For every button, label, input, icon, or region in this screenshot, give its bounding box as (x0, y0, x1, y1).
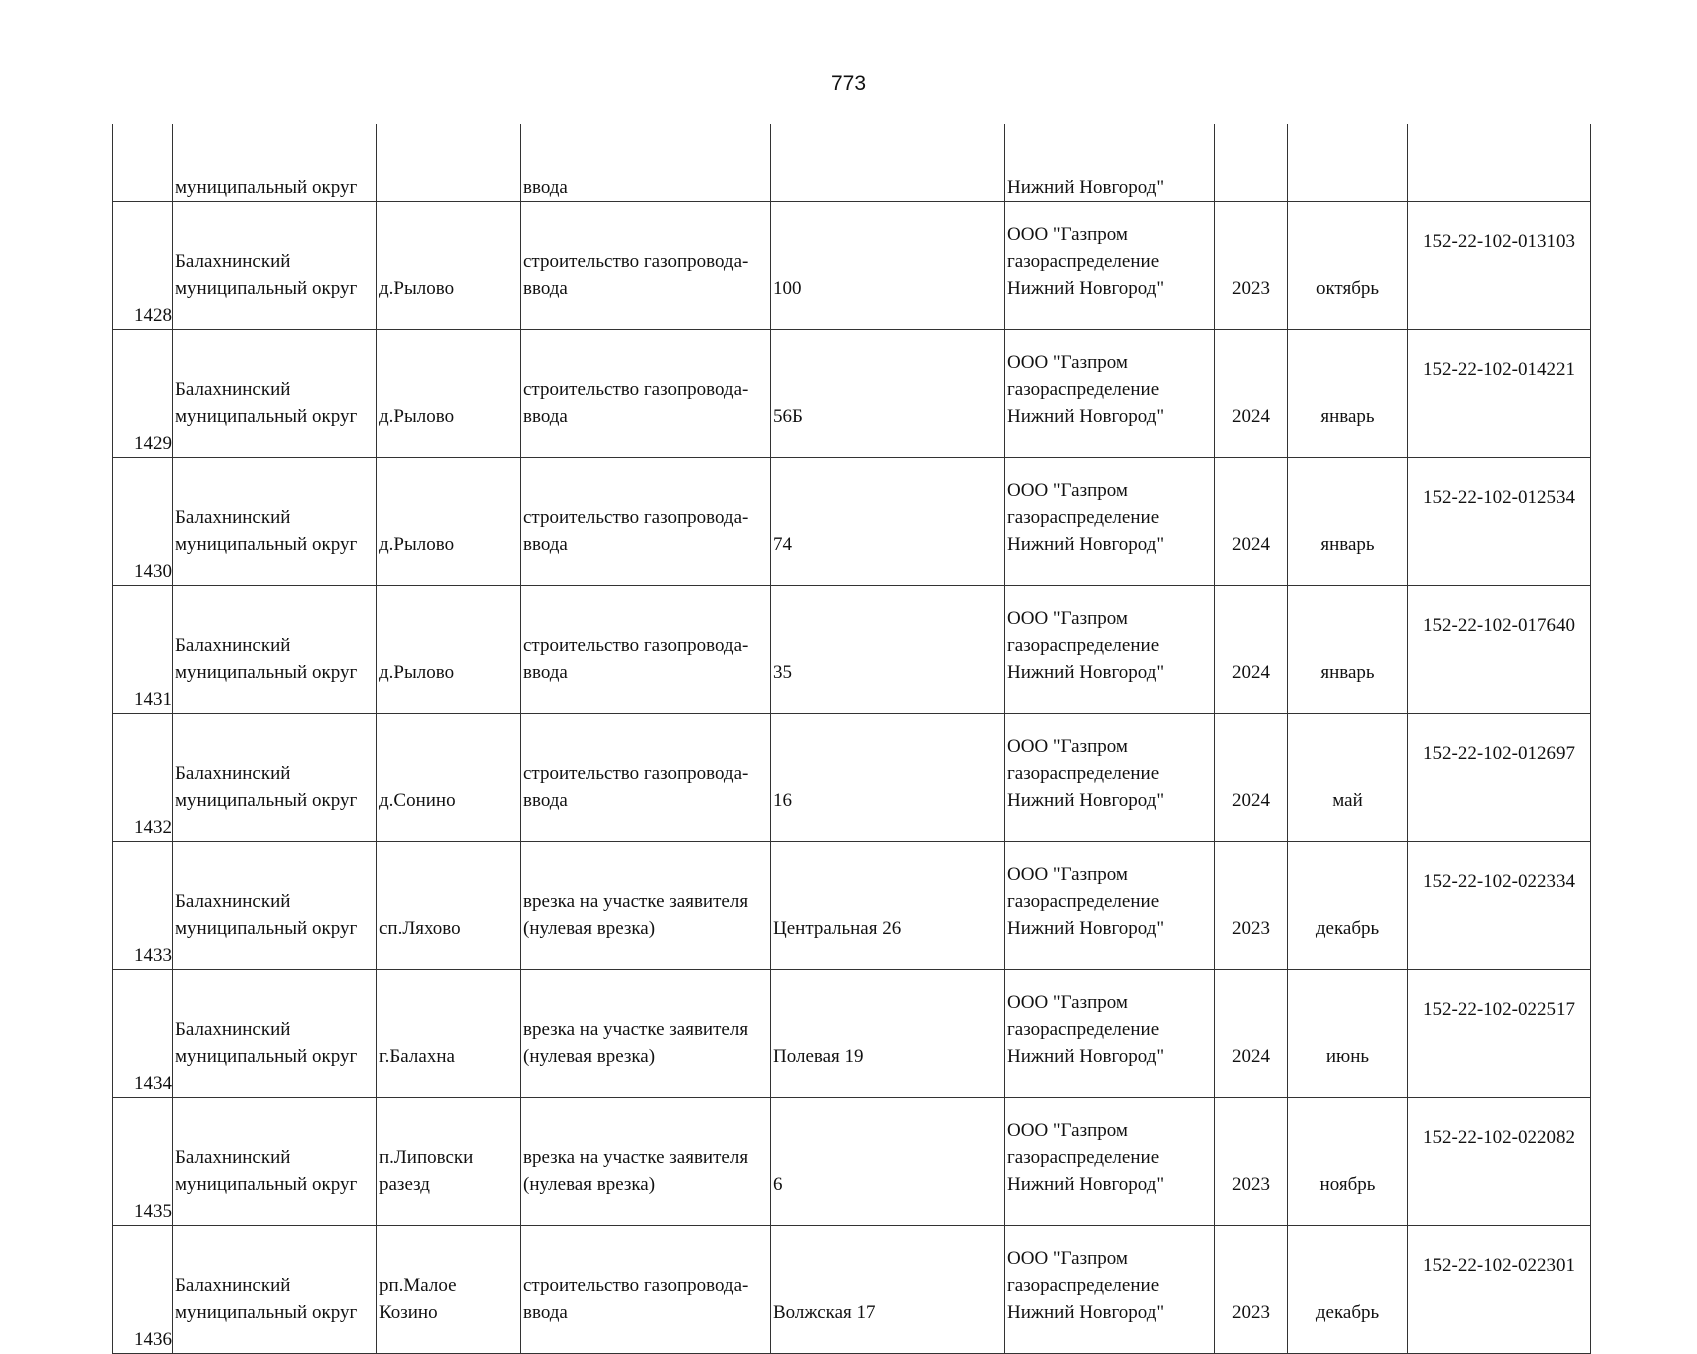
cell-organization (1005, 586, 1215, 714)
cell-settlement-line: д.Сонино (379, 790, 456, 811)
cell-month: январь (1288, 458, 1408, 586)
cell-number: 1429 (113, 330, 173, 458)
cell-organization-line: ООО "Газпром (1007, 1248, 1128, 1269)
cell-address (771, 124, 1005, 202)
cell-month: январь (1288, 330, 1408, 458)
cell-number: 1435 (113, 1098, 173, 1226)
cell-district-line: муниципальный округ (175, 406, 358, 427)
table-row (113, 1098, 1591, 1226)
cell-settlement-line: д.Рылово (379, 662, 455, 683)
cell-district-line: муниципальный округ (175, 662, 358, 683)
cell-settlement (377, 586, 521, 714)
cell-year (1215, 124, 1288, 202)
table-body (113, 124, 1591, 1354)
cell-year: 2023 (1215, 842, 1288, 970)
cell-code: 152-22-102-017640 (1408, 586, 1591, 714)
cell-work-type-line: строительство газопровода- (523, 507, 749, 528)
cell-organization-line: Нижний Новгород" (1007, 918, 1165, 939)
cell-year: 2023 (1215, 202, 1288, 330)
cell-district-line: муниципальный округ (175, 1174, 358, 1195)
cell-address: 100 (771, 202, 1005, 330)
cell-work-type-line: врезка на участке заявителя (523, 1147, 749, 1168)
cell-settlement (377, 458, 521, 586)
cell-organization: Нижний Новгород" (1005, 124, 1215, 202)
cell-organization-line: Нижний Новгород" (1007, 1302, 1165, 1323)
cell-district-line: муниципальный округ (175, 790, 358, 811)
cell-district (173, 970, 377, 1098)
cell-code: 152-22-102-013103 (1408, 202, 1591, 330)
table-row (113, 1226, 1591, 1354)
cell-year: 2024 (1215, 458, 1288, 586)
cell-district-line: Балахнинский (175, 507, 291, 528)
cell-settlement (377, 970, 521, 1098)
cell-organization-line: Нижний Новгород" (1007, 406, 1165, 427)
cell-organization-line: газораспределение (1007, 379, 1160, 400)
cell-year: 2023 (1215, 1098, 1288, 1226)
cell-organization (1005, 714, 1215, 842)
cell-number: 1428 (113, 202, 173, 330)
cell-year: 2024 (1215, 970, 1288, 1098)
cell-organization-line: Нижний Новгород" (1007, 534, 1165, 555)
cell-code: 152-22-102-022082 (1408, 1098, 1591, 1226)
cell-organization-line: Нижний Новгород" (1007, 1174, 1165, 1195)
cell-settlement-line: Козино (379, 1302, 438, 1323)
cell-organization-line: Нижний Новгород" (1007, 1046, 1165, 1067)
cell-code (1408, 124, 1591, 202)
cell-work-type (521, 330, 771, 458)
cell-organization-line: газораспределение (1007, 1275, 1160, 1296)
cell-work-type (521, 970, 771, 1098)
continuation-row (113, 124, 1591, 202)
cell-district: муниципальный округ (173, 124, 377, 202)
cell-month: декабрь (1288, 1226, 1408, 1354)
cell-district-line: муниципальный округ (175, 534, 358, 555)
cell-district (173, 330, 377, 458)
cell-year: 2024 (1215, 586, 1288, 714)
cell-settlement-line: сп.Ляхово (379, 918, 461, 939)
cell-month: май (1288, 714, 1408, 842)
cell-work-type (521, 714, 771, 842)
cell-number: 1430 (113, 458, 173, 586)
cell-month (1288, 124, 1408, 202)
cell-organization (1005, 970, 1215, 1098)
cell-organization-line: ООО "Газпром (1007, 992, 1128, 1013)
cell-district-line: Балахнинский (175, 1147, 291, 1168)
cell-work-type-line: строительство газопровода- (523, 635, 749, 656)
cell-month: июнь (1288, 970, 1408, 1098)
cell-work-type (521, 202, 771, 330)
cell-organization-line: Нижний Новгород" (1007, 662, 1165, 683)
cell-district-line: Балахнинский (175, 1275, 291, 1296)
cell-work-type-line: строительство газопровода- (523, 1275, 749, 1296)
cell-number (113, 124, 173, 202)
cell-district (173, 714, 377, 842)
cell-organization-line: ООО "Газпром (1007, 1120, 1128, 1141)
cell-organization-line: газораспределение (1007, 763, 1160, 784)
cell-settlement (377, 202, 521, 330)
cell-settlement-line: г.Балахна (379, 1046, 455, 1067)
cell-month: октябрь (1288, 202, 1408, 330)
cell-address: 35 (771, 586, 1005, 714)
table-row (113, 714, 1591, 842)
cell-work-type-line: строительство газопровода- (523, 763, 749, 784)
cell-address: Полевая 19 (771, 970, 1005, 1098)
cell-number: 1431 (113, 586, 173, 714)
cell-work-type-line: (нулевая врезка) (523, 918, 656, 939)
cell-number: 1432 (113, 714, 173, 842)
cell-address: 6 (771, 1098, 1005, 1226)
cell-work-type-line: ввода (523, 1302, 568, 1323)
cell-work-type (521, 1226, 771, 1354)
cell-settlement (377, 714, 521, 842)
cell-code: 152-22-102-014221 (1408, 330, 1591, 458)
cell-district-line: муниципальный округ (175, 278, 358, 299)
cell-district (173, 842, 377, 970)
table-row (113, 458, 1591, 586)
cell-work-type-line: ввода (523, 662, 568, 683)
cell-district-line: муниципальный округ (175, 1046, 358, 1067)
cell-work-type (521, 1098, 771, 1226)
cell-organization-line: ООО "Газпром (1007, 224, 1128, 245)
cell-work-type (521, 586, 771, 714)
cell-settlement-line: д.Рылово (379, 278, 455, 299)
cell-settlement-line: д.Рылово (379, 406, 455, 427)
table-row (113, 330, 1591, 458)
cell-district-line: муниципальный округ (175, 918, 358, 939)
cell-district (173, 1098, 377, 1226)
cell-organization (1005, 1226, 1215, 1354)
cell-organization-line: Нижний Новгород" (1007, 790, 1165, 811)
cell-organization (1005, 1098, 1215, 1226)
cell-work-type-line: строительство газопровода- (523, 251, 749, 272)
cell-district-line: Балахнинский (175, 1019, 291, 1040)
cell-organization-line: газораспределение (1007, 635, 1160, 656)
cell-district (173, 586, 377, 714)
cell-address: Волжская 17 (771, 1226, 1005, 1354)
cell-settlement-line: разезд (379, 1174, 430, 1195)
cell-number: 1434 (113, 970, 173, 1098)
cell-work-type (521, 458, 771, 586)
cell-organization-line: ООО "Газпром (1007, 864, 1128, 885)
cell-organization-line: газораспределение (1007, 891, 1160, 912)
cell-settlement (377, 124, 521, 202)
cell-district-line: Балахнинский (175, 251, 291, 272)
cell-organization-line: газораспределение (1007, 1019, 1160, 1040)
table-row (113, 970, 1591, 1098)
cell-settlement (377, 330, 521, 458)
cell-work-type-line: (нулевая врезка) (523, 1046, 656, 1067)
cell-district (173, 1226, 377, 1354)
cell-code: 152-22-102-022334 (1408, 842, 1591, 970)
page-number: 773 (830, 72, 867, 95)
cell-organization-line: ООО "Газпром (1007, 352, 1128, 373)
cell-organization-line: газораспределение (1007, 251, 1160, 272)
cell-code: 152-22-102-022301 (1408, 1226, 1591, 1354)
cell-settlement-line: д.Рылово (379, 534, 455, 555)
cell-organization-line: ООО "Газпром (1007, 480, 1128, 501)
cell-district-line: Балахнинский (175, 891, 291, 912)
cell-organization-line: ООО "Газпром (1007, 608, 1128, 629)
cell-month: январь (1288, 586, 1408, 714)
cell-settlement-line: рп.Малое (379, 1275, 457, 1296)
cell-settlement-line: п.Липовски (379, 1147, 474, 1168)
table-row (113, 202, 1591, 330)
gas-connection-table (112, 124, 1591, 1354)
cell-number: 1436 (113, 1226, 173, 1354)
cell-address: Центральная 26 (771, 842, 1005, 970)
cell-work-type-line: ввода (523, 534, 568, 555)
cell-work-type (521, 842, 771, 970)
cell-code: 152-22-102-012697 (1408, 714, 1591, 842)
cell-organization (1005, 330, 1215, 458)
cell-organization-line: Нижний Новгород" (1007, 278, 1165, 299)
cell-work-type-line: (нулевая врезка) (523, 1174, 656, 1195)
cell-work-type-line: ввода (523, 790, 568, 811)
cell-settlement (377, 1098, 521, 1226)
cell-district (173, 458, 377, 586)
cell-district-line: Балахнинский (175, 763, 291, 784)
cell-address: 16 (771, 714, 1005, 842)
cell-district-line: Балахнинский (175, 379, 291, 400)
cell-code: 152-22-102-012534 (1408, 458, 1591, 586)
cell-year: 2024 (1215, 330, 1288, 458)
cell-work-type: ввода (521, 124, 771, 202)
table-row (113, 842, 1591, 970)
cell-district (173, 202, 377, 330)
cell-district-line: муниципальный округ (175, 1302, 358, 1323)
cell-year: 2023 (1215, 1226, 1288, 1354)
cell-organization-line: газораспределение (1007, 1147, 1160, 1168)
cell-code: 152-22-102-022517 (1408, 970, 1591, 1098)
cell-address: 56Б (771, 330, 1005, 458)
cell-settlement (377, 842, 521, 970)
cell-month: ноябрь (1288, 1098, 1408, 1226)
cell-organization (1005, 202, 1215, 330)
cell-district-line: Балахнинский (175, 635, 291, 656)
cell-organization-line: ООО "Газпром (1007, 736, 1128, 757)
cell-month: декабрь (1288, 842, 1408, 970)
cell-work-type-line: ввода (523, 278, 568, 299)
cell-organization (1005, 842, 1215, 970)
cell-settlement (377, 1226, 521, 1354)
cell-number: 1433 (113, 842, 173, 970)
cell-work-type-line: врезка на участке заявителя (523, 891, 749, 912)
table-row (113, 586, 1591, 714)
cell-work-type-line: строительство газопровода- (523, 379, 749, 400)
cell-year: 2024 (1215, 714, 1288, 842)
cell-address: 74 (771, 458, 1005, 586)
cell-organization (1005, 458, 1215, 586)
cell-organization-line: газораспределение (1007, 507, 1160, 528)
cell-work-type-line: врезка на участке заявителя (523, 1019, 749, 1040)
cell-work-type-line: ввода (523, 406, 568, 427)
